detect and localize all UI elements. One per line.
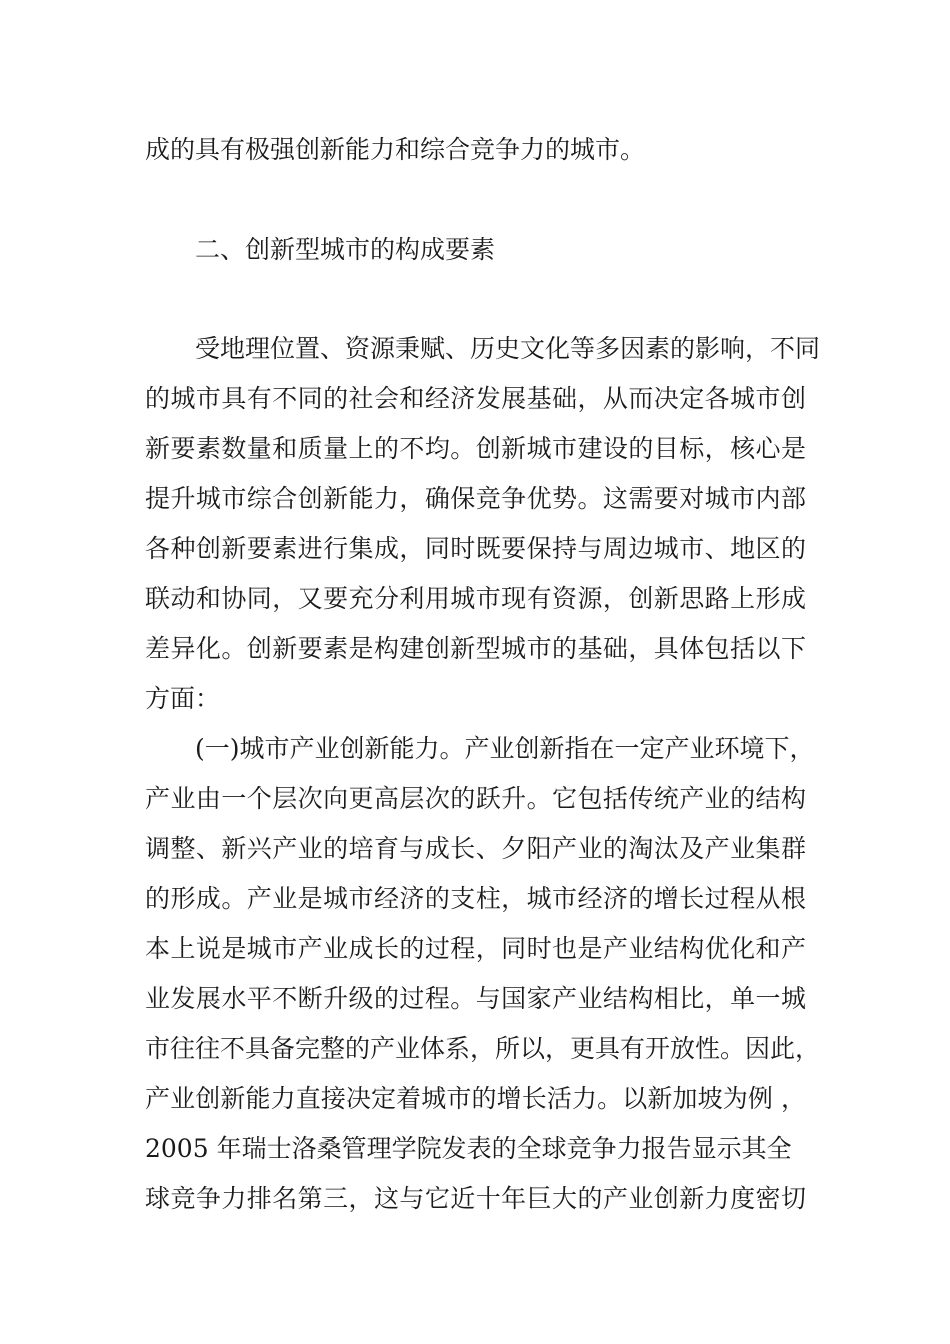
- text-line: 的城市具有不同的社会和经济发展基础，从而决定各城市创: [145, 384, 806, 413]
- text-line: 球竞争力排名第三，这与它近十年巨大的产业创新力度密切: [145, 1184, 806, 1213]
- text-line: 2005 年瑞士洛桑管理学院发表的全球竞争力报告显示其全: [145, 1134, 792, 1163]
- text-line: 业发展水平不断升级的过程。与国家产业结构相比，单一城: [145, 984, 806, 1013]
- text-line: 本上说是城市产业成长的过程，同时也是产业结构优化和产: [145, 934, 806, 963]
- text-line: 的形成。产业是城市经济的支柱，城市经济的增长过程从根: [145, 884, 806, 913]
- text-line: 提升城市综合创新能力，确保竞争优势。这需要对城市内部: [145, 484, 806, 513]
- text-line: 调整、新兴产业的培育与成长、夕阳产业的淘汰及产业集群: [145, 834, 806, 863]
- section-heading: 二、创新型城市的构成要素: [195, 235, 496, 264]
- text-line: 新要素数量和质量上的不均。创新城市建设的目标，核心是: [145, 434, 806, 463]
- text-line: 方面：: [145, 684, 221, 713]
- text-line: (一)城市产业创新能力。产业创新指在一定产业环境下，: [195, 734, 815, 763]
- text-line: 受地理位置、资源秉赋、历史文化等多因素的影响，不同: [195, 334, 821, 363]
- text-line: 产业由一个层次向更高层次的跃升。它包括传统产业的结构: [145, 784, 806, 813]
- text-line: 差异化。创新要素是构建创新型城市的基础，具体包括以下: [145, 634, 806, 663]
- text-line: 产业创新能力直接决定着城市的增长活力。以新加坡为例 ，: [145, 1084, 806, 1113]
- text-line: 联动和协同，又要充分利用城市现有资源，创新思路上形成: [145, 584, 806, 613]
- text-line: 各种创新要素进行集成，同时既要保持与周边城市、地区的: [145, 534, 806, 563]
- paragraph-end-line: 成的具有极强创新能力和综合竞争力的城市。: [145, 135, 646, 164]
- text-line: 市往往不具备完整的产业体系，所以，更具有开放性。因此，: [145, 1034, 821, 1063]
